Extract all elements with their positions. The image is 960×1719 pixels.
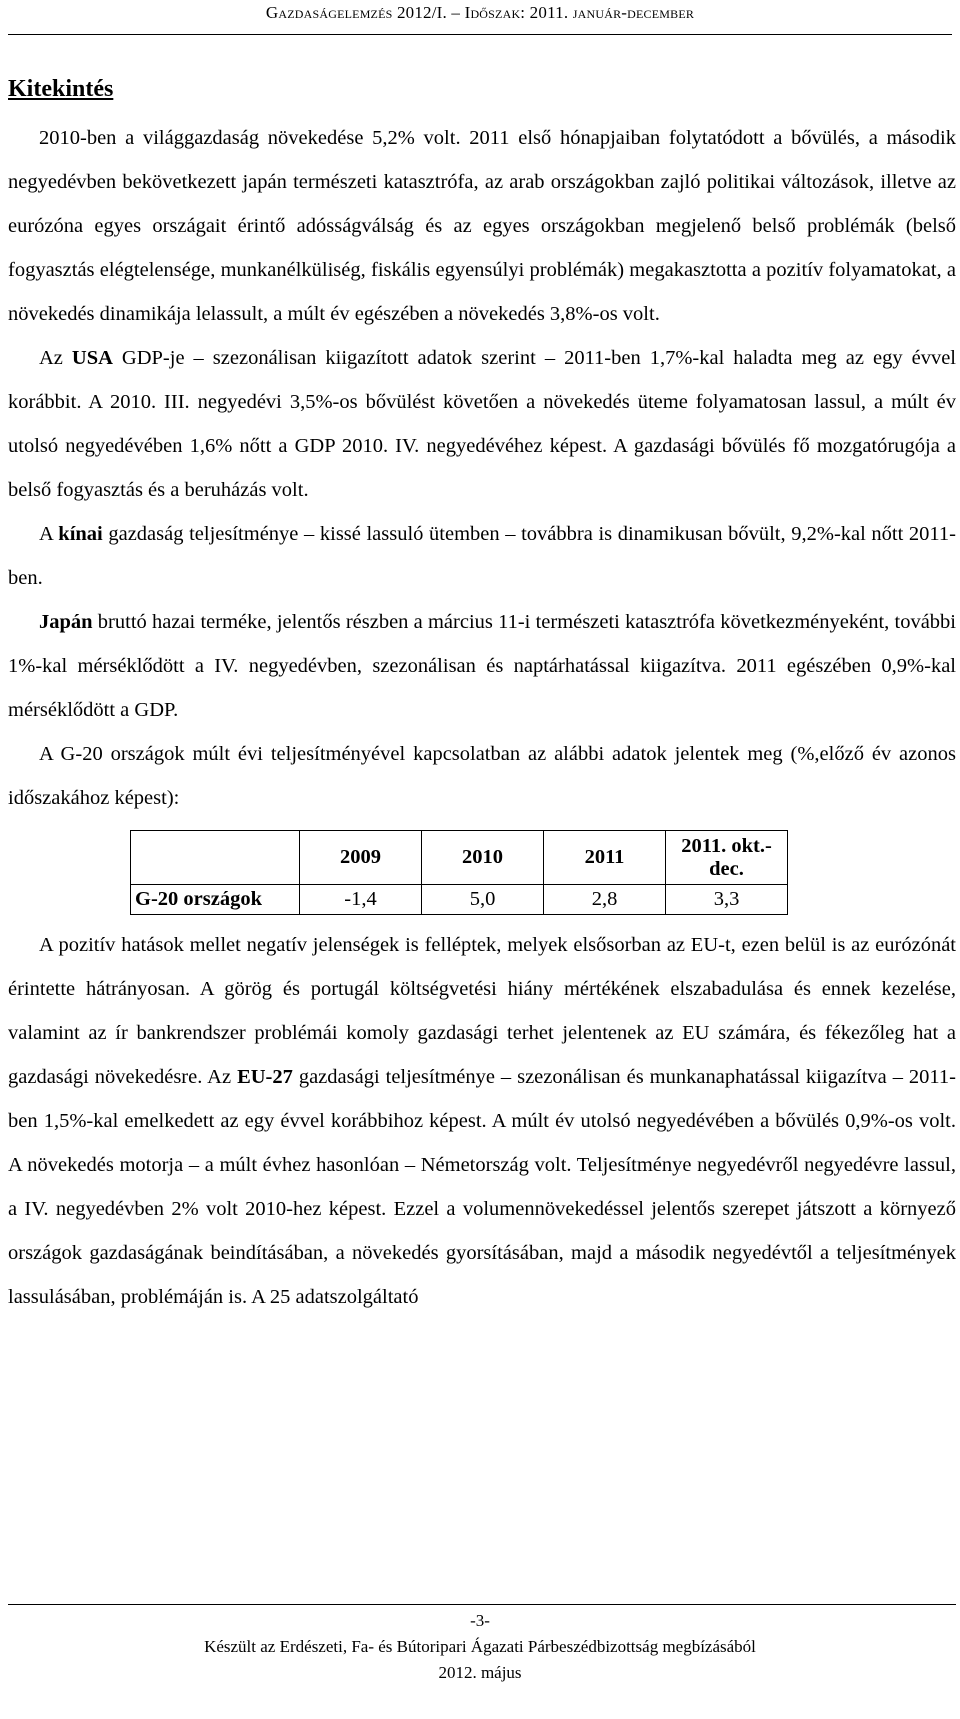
page-header: Gazdaságelemzés 2012/I. – Időszak: 2011. január-december: [265, 3, 695, 22]
paragraph-g20-intro: A G-20 országok múlt évi teljesítményével kapcsolatban az alábbi adatok jelentek meg (%,előző év azonos időszakához képest):: [8, 743, 956, 809]
table-wrapper: [8, 830, 956, 915]
paragraph-china: [8, 512, 956, 600]
bold-china: kínai: [58, 523, 103, 545]
table-row: [131, 885, 788, 915]
text: A: [39, 523, 59, 545]
value-2011-okt-dec: 3,3: [666, 885, 788, 915]
document-body: [8, 116, 956, 1319]
section-title: Kitekintés: [8, 76, 114, 102]
table-corner-cell: [131, 831, 300, 885]
value-2011: 2,8: [544, 885, 666, 915]
header-2011-okt-dec: 2011. okt.-dec.: [666, 831, 788, 885]
text: Az: [39, 347, 72, 369]
bold-japan: Japán: [39, 611, 93, 633]
text: gazdaság teljesítménye – kissé lassuló ütemben – továbbra is dinamikusan bővült, 9,2%-kal nőtt 2011-ben.: [8, 523, 956, 589]
g20-table: [130, 830, 788, 915]
paragraph-world-economy: 2010-ben a világgazdaság növekedése 5,2% volt. 2011 első hónapjaiban folytatódott a bővülés, a második negyedévben bekövetkezett japán természeti katasztrófa, az arab országokban zajló politikai változások, illetve az eurózóna egyes országait érintő adósságválság és az egyes országokban megjelenő belső problémák (belső fogyasztás elégtelensége, munkanélküliség, fiskális egyensúlyi problémák) megakasztotta a pozitív folyamatokat, a növekedés dinamikája lelassult, a múlt év egészében a növekedés 3,8%-os volt.: [8, 127, 956, 325]
value-2009: -1,4: [300, 885, 422, 915]
header-2011: 2011: [544, 831, 666, 885]
footer-line-1: Készült az Erdészeti, Fa- és Bútoripari Ágazati Párbeszédbizottság megbízásából: [204, 1637, 756, 1656]
header-2009: 2009: [300, 831, 422, 885]
footer-rule: [8, 1604, 956, 1605]
text: A pozitív hatások mellet negatív jelenségek is felléptek, melyek elsősorban az EU-t, ezen belül is az eurózónát érintette hátrányosan. A görög és portugál költségvetési hiány mértékének elszabadulása és ennek kezelése, valamint az ír bankrendszer problémái komoly gazdasági terhet jelentenek az EU számára, és fékezőleg hat a gazdasági növekedésre. Az: [8, 934, 956, 1088]
paragraph-japan: [8, 600, 956, 732]
text: GDP-je – szezonálisan kiigazított adatok szerint – 2011-ben 1,7%-kal haladta meg az egy évvel korábbit. A 2010. III. negyedévi 3,5%-os bővülést követően a növekedés üteme folyamatosan lassul, a múlt év utolsó negyedévében 1,6% nőtt a GDP 2010. IV. negyedévéhez képest. A gazdasági bővülés fő mozgatórugója a belső fogyasztás és a beruházás volt.: [8, 347, 956, 501]
bold-usa: USA: [71, 347, 113, 369]
header-2010: 2010: [422, 831, 544, 885]
value-2010: 5,0: [422, 885, 544, 915]
paragraph-eu: [8, 923, 956, 1319]
bold-eu27: EU-27: [237, 1066, 293, 1088]
page-number: -3-: [470, 1611, 490, 1630]
footer-line-2: 2012. május: [438, 1663, 522, 1682]
table-header-row: [131, 831, 788, 885]
text: bruttó hazai terméke, jelentős részben a március 11-i természeti katasztrófa következményeként, további 1%-kal mérséklődött a IV. negyedévben, szezonálisan és naptárhatással kiigazítva. 2011 egészében 0,9%-kal mérséklődött a GDP.: [8, 611, 956, 721]
page-footer: [0, 1608, 960, 1686]
paragraph-usa: [8, 336, 956, 512]
row-label-g20: G-20 országok: [131, 885, 300, 915]
text: gazdasági teljesítménye – szezonálisan és munkanaphatással kiigazítva – 2011-ben 1,5%-kal emelkedett az egy évvel korábbihoz képest. A múlt év utolsó negyedévében a bővülés 0,9%-os volt. A növekedés motorja – a múlt évhez hasonlóan – Németország volt. Teljesítménye negyedévről negyedévre lassul, a IV. negyedévben 2% volt 2010-hez képest. Ezzel a volumennövekedéssel jelentős szerepet játszott a környező országok gazdaságának beindításában, a növekedés gyorsításában, majd a második negyedévtől a teljesítmények lassulásában, problémáján is. A 25 adatszolgáltató: [8, 1066, 956, 1308]
header-rule: [8, 34, 952, 35]
